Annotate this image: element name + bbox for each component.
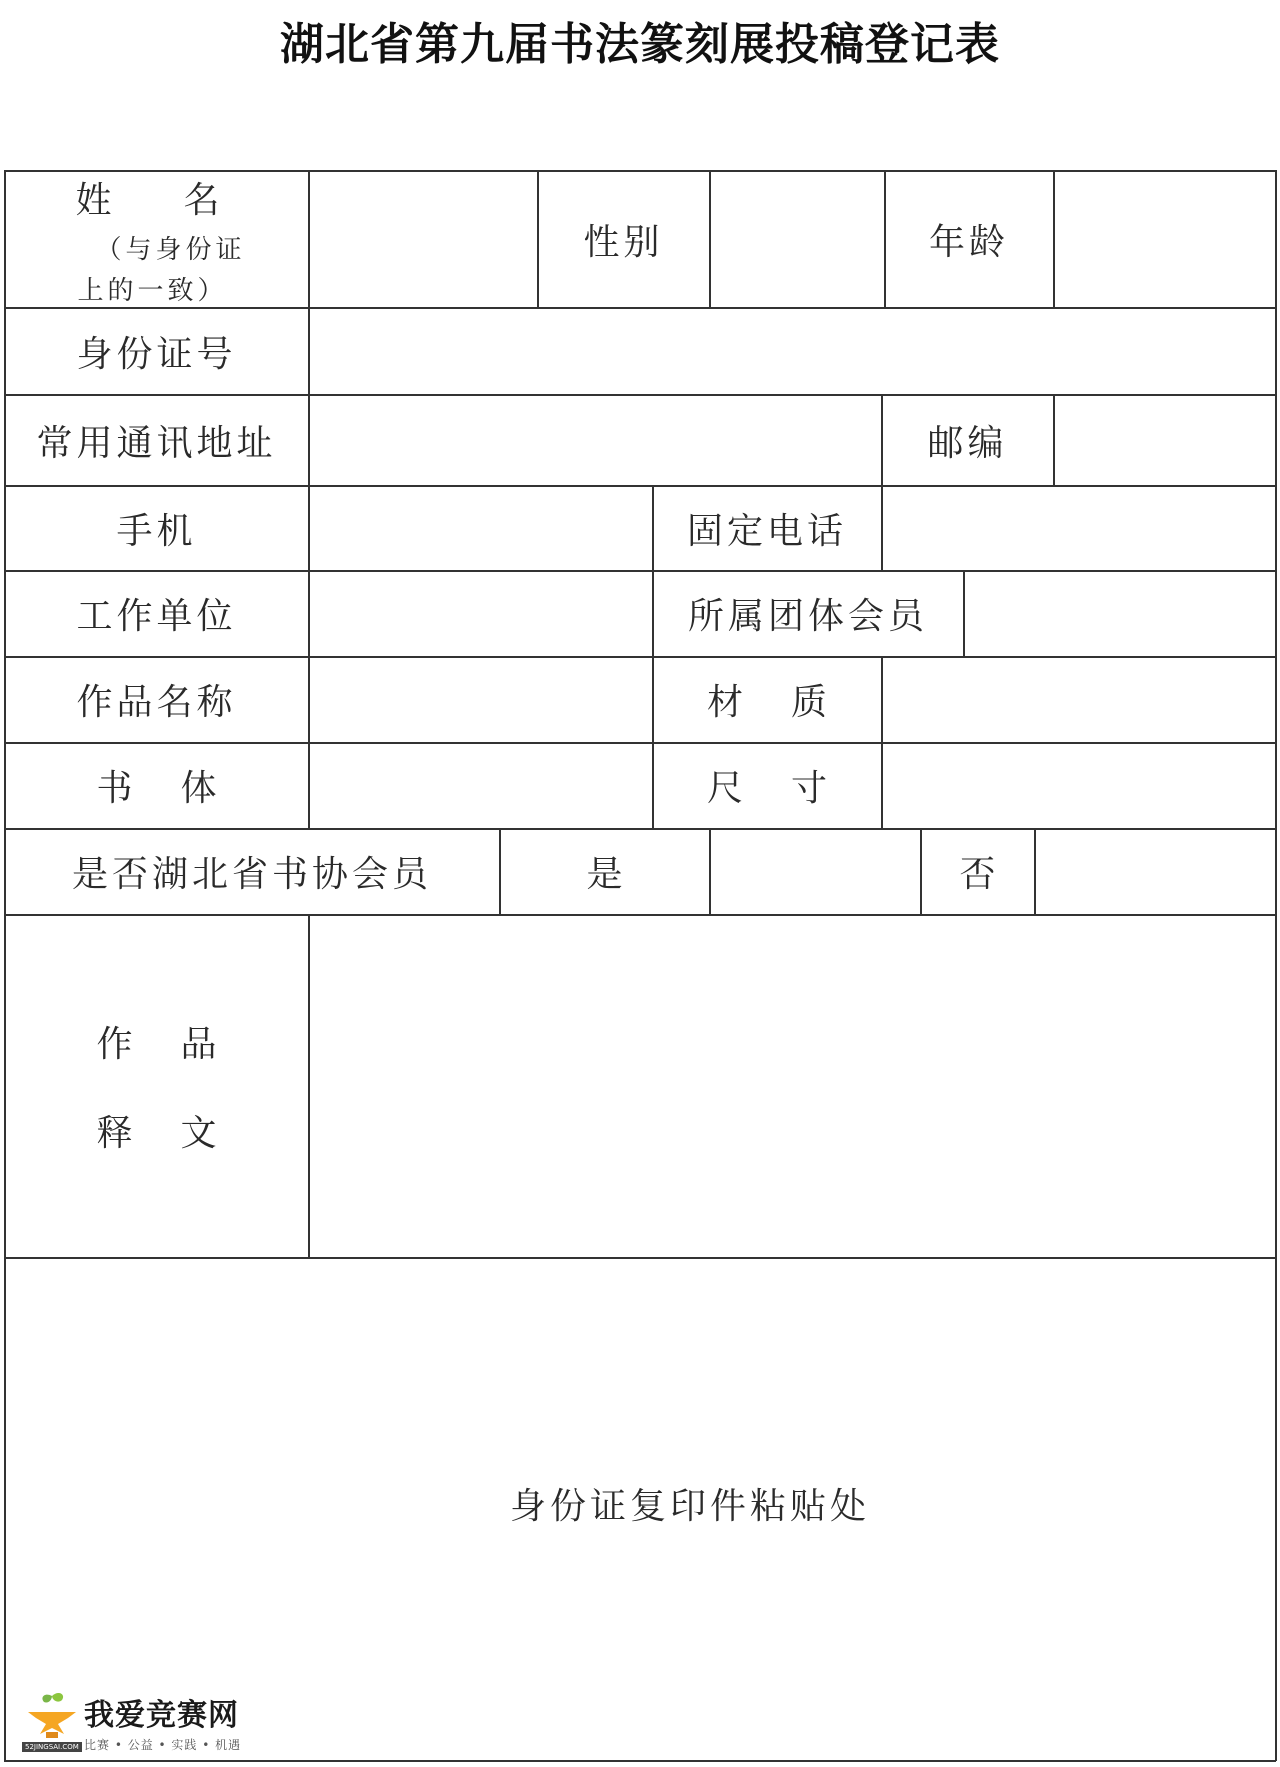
address-label: 常用通讯地址 — [36, 422, 277, 464]
gender-label: 性别 — [583, 221, 664, 263]
form-title: 湖北省第九届书法篆刻展投稿登记表 — [280, 19, 1000, 70]
size-label: 尺寸 — [706, 768, 875, 809]
script-label-cell — [5, 743, 308, 828]
logo-url: 52JINGSAI.COM — [22, 1742, 82, 1752]
postcode-label: 邮编 — [927, 422, 1008, 464]
table-border-bottom — [4, 1760, 1276, 1762]
postcode-field[interactable] — [1054, 395, 1275, 485]
work-title-label: 作品名称 — [76, 682, 237, 723]
member-question-label: 是否湖北省书协会员 — [71, 854, 432, 895]
name-field[interactable] — [309, 171, 537, 307]
material-label-cell — [653, 657, 881, 742]
material-field[interactable] — [882, 657, 1275, 742]
yes-label: 是 — [586, 854, 623, 895]
age-label: 年龄 — [928, 221, 1009, 263]
address-label-cell — [5, 395, 308, 485]
script-field[interactable] — [309, 743, 652, 828]
yes-checkbox-field[interactable] — [710, 829, 920, 914]
transcription-label-line-2: 释文 — [96, 1113, 265, 1154]
landline-field[interactable] — [882, 486, 1275, 570]
yes-label-cell — [500, 829, 709, 914]
id-number-label: 身份证号 — [76, 333, 237, 375]
name-label-cell — [5, 171, 308, 307]
work-title-label-cell — [5, 657, 308, 742]
work-title-field[interactable] — [309, 657, 652, 742]
name-label: 姓 名 — [75, 179, 238, 221]
association-label-cell — [653, 571, 963, 656]
no-checkbox-field[interactable] — [1035, 829, 1275, 914]
mobile-label: 手机 — [116, 510, 197, 552]
script-label: 书体 — [96, 768, 265, 809]
material-label: 材质 — [706, 682, 875, 723]
association-field[interactable] — [964, 571, 1275, 656]
table-border-right — [1275, 170, 1277, 1761]
transcription-label-cell — [5, 915, 308, 1257]
id-number-label-cell — [5, 308, 308, 394]
age-field[interactable] — [1054, 171, 1275, 307]
logo-tagline: 比赛 • 公益 • 实践 • 机遇 — [84, 1738, 242, 1752]
transcription-field[interactable] — [309, 915, 1275, 1257]
id-copy-paste-area — [5, 1258, 1275, 1760]
size-field[interactable] — [882, 743, 1275, 828]
member-question-label-cell — [5, 829, 499, 914]
employer-label-cell — [5, 571, 308, 656]
association-label: 所属团体会员 — [687, 596, 928, 637]
no-label: 否 — [959, 854, 996, 895]
employer-field[interactable] — [309, 571, 652, 656]
gender-label-cell — [538, 171, 709, 307]
id-copy-label: 身份证复印件粘贴处 — [509, 1485, 870, 1527]
name-note-line-2: 上的一致） — [77, 275, 228, 306]
no-label-cell — [921, 829, 1034, 914]
employer-label: 工作单位 — [76, 596, 237, 637]
name-note-line-1: （与身份证 — [95, 234, 246, 265]
mobile-field[interactable] — [309, 486, 652, 570]
mobile-label-cell — [5, 486, 308, 570]
logo-name: 我爱竞赛网 — [84, 1698, 239, 1733]
postcode-label-cell — [882, 395, 1053, 485]
transcription-label-line-1: 作品 — [96, 1024, 265, 1065]
id-number-field[interactable] — [309, 308, 1275, 394]
gender-field[interactable] — [710, 171, 884, 307]
landline-label: 固定电话 — [686, 510, 847, 552]
address-field[interactable] — [309, 395, 881, 485]
landline-label-cell — [653, 486, 881, 570]
site-logo — [22, 1690, 262, 1760]
size-label-cell — [653, 743, 881, 828]
trophy-leaf-icon — [22, 1690, 82, 1746]
age-label-cell — [885, 171, 1053, 307]
